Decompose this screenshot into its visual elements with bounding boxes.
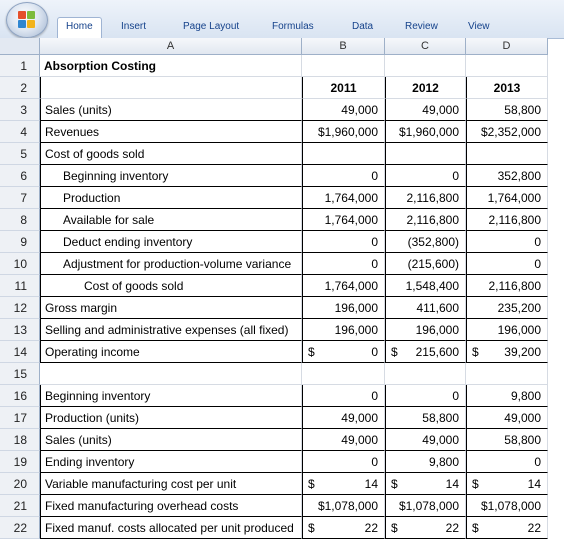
cell-value: 0: [452, 389, 459, 403]
row-header[interactable]: 21: [0, 495, 40, 517]
cell-b10[interactable]: [302, 253, 385, 275]
cell-a19[interactable]: [40, 451, 302, 473]
row-header[interactable]: 5: [0, 143, 40, 165]
cell-b15[interactable]: [302, 363, 385, 385]
cell-value: 49,000: [422, 103, 459, 117]
cell-c8[interactable]: [385, 209, 466, 231]
row-header[interactable]: 19: [0, 451, 40, 473]
cell-b1[interactable]: [302, 55, 385, 77]
row-header[interactable]: 6: [0, 165, 40, 187]
cell-c12[interactable]: [385, 297, 466, 319]
column-header-d[interactable]: D: [466, 38, 548, 55]
cell-a5[interactable]: [40, 143, 302, 165]
cell-value: 235,200: [497, 301, 541, 315]
cell-d18[interactable]: [466, 429, 548, 451]
row-header[interactable]: 16: [0, 385, 40, 407]
cell-c5[interactable]: [385, 143, 466, 165]
table-row: [0, 495, 564, 517]
cell-value: Sales (units): [45, 433, 112, 447]
table-row: [0, 165, 564, 187]
cell-d15[interactable]: [466, 363, 548, 385]
tab-view[interactable]: View: [468, 21, 490, 32]
cell-d13[interactable]: [466, 319, 548, 341]
cell-d12[interactable]: [466, 297, 548, 319]
table-row: [0, 297, 564, 319]
cell-value: 22: [364, 521, 378, 535]
currency-symbol: $: [308, 521, 315, 535]
cell-value: 49,000: [422, 433, 459, 447]
cell-a11[interactable]: [40, 275, 302, 297]
row-header[interactable]: 14: [0, 341, 40, 363]
cell-c22[interactable]: [385, 517, 466, 539]
cell-a1[interactable]: [40, 55, 302, 77]
cell-value: Fixed manufacturing overhead costs: [45, 499, 239, 513]
cell-a20[interactable]: [40, 473, 302, 495]
cell-value: Sales (units): [45, 103, 112, 117]
cell-d6[interactable]: [466, 165, 548, 187]
cell-value: Cost of goods sold: [45, 147, 145, 161]
cell-value: 196,000: [334, 301, 378, 315]
cell-a15[interactable]: [40, 363, 302, 385]
cell-value: 58,800: [422, 411, 459, 425]
cell-c15[interactable]: [385, 363, 466, 385]
cell-value: Production (units): [45, 411, 140, 425]
cell-c7[interactable]: [385, 187, 466, 209]
tab-insert[interactable]: Insert: [121, 21, 147, 32]
cell-c1[interactable]: [385, 55, 466, 77]
cell-value: Variable manufacturing cost per unit: [45, 477, 237, 491]
cell-a13[interactable]: [40, 319, 302, 341]
cell-b5[interactable]: [302, 143, 385, 165]
cell-value: 1,764,000: [324, 213, 378, 227]
cell-c2[interactable]: [385, 77, 466, 99]
cell-value: 39,200: [504, 345, 541, 359]
cell-c13[interactable]: [385, 319, 466, 341]
cell-value: 352,800: [497, 169, 541, 183]
cell-value: 9,800: [428, 455, 459, 469]
cell-a9[interactable]: [40, 231, 302, 253]
tab-review[interactable]: Review: [405, 21, 438, 32]
cell-value: 49,000: [341, 433, 378, 447]
cell-b11[interactable]: [302, 275, 385, 297]
currency-symbol: $: [472, 521, 479, 535]
column-header-a[interactable]: A: [40, 38, 302, 55]
cell-value: 2,116,800: [406, 213, 459, 227]
tab-home[interactable]: Home: [57, 17, 102, 38]
table-row: [0, 187, 564, 209]
cell-a3[interactable]: [40, 99, 302, 121]
cell-value: 49,000: [341, 411, 378, 425]
row-header[interactable]: 18: [0, 429, 40, 451]
cell-value: $1,078,000: [480, 499, 541, 513]
cell-value: 22: [445, 521, 459, 535]
row-header[interactable]: 2: [0, 77, 40, 99]
cell-b18[interactable]: [302, 429, 385, 451]
cell-value: (352,800): [407, 235, 459, 249]
row-header[interactable]: 4: [0, 121, 40, 143]
cell-a2[interactable]: [40, 77, 302, 99]
cell-d10[interactable]: [466, 253, 548, 275]
cell-b21[interactable]: [302, 495, 385, 517]
row-header[interactable]: 11: [0, 275, 40, 297]
cell-value: 49,000: [341, 103, 378, 117]
cell-value: Absorption Costing: [44, 59, 156, 73]
row-header[interactable]: 15: [0, 363, 40, 385]
cell-d8[interactable]: [466, 209, 548, 231]
row-header[interactable]: 10: [0, 253, 40, 275]
cell-value: 2,116,800: [488, 279, 541, 293]
column-header-b[interactable]: B: [302, 38, 385, 55]
cell-d20[interactable]: [466, 473, 548, 495]
row-header[interactable]: 9: [0, 231, 40, 253]
cell-value: 0: [371, 169, 378, 183]
cell-value: 14: [527, 477, 541, 491]
cell-c11[interactable]: [385, 275, 466, 297]
cell-value: 1,548,400: [405, 279, 459, 293]
row-header[interactable]: 13: [0, 319, 40, 341]
tab-formulas[interactable]: Formulas: [272, 21, 314, 32]
currency-symbol: $: [308, 345, 315, 359]
cell-value: (215,600): [407, 257, 459, 271]
cell-b8[interactable]: [302, 209, 385, 231]
cell-c9[interactable]: [385, 231, 466, 253]
table-row: [0, 319, 564, 341]
cell-value: 411,600: [416, 301, 459, 315]
cell-a8[interactable]: [40, 209, 302, 231]
cell-c17[interactable]: [385, 407, 466, 429]
cell-value: Deduct ending inventory: [63, 235, 193, 249]
cell-c21[interactable]: [385, 495, 466, 517]
table-row: [0, 121, 564, 143]
table-row: [0, 473, 564, 495]
table-row: [0, 99, 564, 121]
cell-a4[interactable]: [40, 121, 302, 143]
cell-value: 2,116,800: [488, 213, 541, 227]
cell-value: $1,960,000: [317, 125, 378, 139]
office-button[interactable]: [6, 2, 48, 38]
cell-value: 1,764,000: [324, 191, 378, 205]
table-row: [0, 253, 564, 275]
cell-b16[interactable]: [302, 385, 385, 407]
cell-value: 0: [452, 169, 459, 183]
cell-b22[interactable]: [302, 517, 385, 539]
cell-value: $1,078,000: [398, 499, 459, 513]
cell-a16[interactable]: [40, 385, 302, 407]
table-row: [0, 143, 564, 165]
cell-value: 2013: [493, 81, 521, 95]
spreadsheet-grid: [0, 38, 564, 556]
cell-value: 58,800: [504, 103, 541, 117]
cell-value: Production: [63, 191, 121, 205]
cell-value: 0: [371, 345, 378, 359]
cell-b19[interactable]: [302, 451, 385, 473]
table-row: [0, 341, 564, 363]
table-row: [0, 275, 564, 297]
cell-value: 0: [371, 389, 378, 403]
table-row: [0, 429, 564, 451]
cell-d11[interactable]: [466, 275, 548, 297]
cell-b13[interactable]: [302, 319, 385, 341]
row-header[interactable]: 17: [0, 407, 40, 429]
cell-b7[interactable]: [302, 187, 385, 209]
ribbon: [0, 0, 564, 39]
table-row: [0, 407, 564, 429]
cell-value: $2,352,000: [480, 125, 541, 139]
cell-value: Revenues: [45, 125, 100, 139]
cell-value: 196,000: [415, 323, 459, 337]
table-row: [0, 55, 564, 77]
cell-d9[interactable]: [466, 231, 548, 253]
cell-value: 0: [371, 455, 378, 469]
cell-d4[interactable]: [466, 121, 548, 143]
cell-d19[interactable]: [466, 451, 548, 473]
cell-b6[interactable]: [302, 165, 385, 187]
cell-c20[interactable]: [385, 473, 466, 495]
cell-value: 2011: [330, 81, 357, 95]
table-row: [0, 77, 564, 99]
cell-d2[interactable]: [466, 77, 548, 99]
row-header[interactable]: 8: [0, 209, 40, 231]
cell-b20[interactable]: [302, 473, 385, 495]
cell-a6[interactable]: [40, 165, 302, 187]
cell-d7[interactable]: [466, 187, 548, 209]
cell-a22[interactable]: [40, 517, 302, 539]
cell-d5[interactable]: [466, 143, 548, 165]
cell-c14[interactable]: [385, 341, 466, 363]
cell-value: 215,600: [415, 345, 459, 359]
cell-c19[interactable]: [385, 451, 466, 473]
cell-c4[interactable]: [385, 121, 466, 143]
cell-value: Operating income: [45, 345, 140, 359]
tab-data[interactable]: Data: [352, 21, 374, 32]
cell-c18[interactable]: [385, 429, 466, 451]
cell-value: 2,116,800: [406, 191, 459, 205]
cell-value: 49,000: [504, 411, 541, 425]
row-header[interactable]: 3: [0, 99, 40, 121]
cell-value: Beginning inventory: [45, 389, 151, 403]
cell-c3[interactable]: [385, 99, 466, 121]
cell-value: 9,800: [510, 389, 541, 403]
cell-b3[interactable]: [302, 99, 385, 121]
currency-symbol: $: [391, 521, 398, 535]
cell-value: 196,000: [497, 323, 541, 337]
cell-c6[interactable]: [385, 165, 466, 187]
cell-value: Fixed manuf. costs allocated per unit produced: [45, 521, 294, 535]
office-logo-icon: [18, 11, 36, 29]
cell-value: Available for sale: [63, 213, 155, 227]
cell-value: 58,800: [504, 433, 541, 447]
table-row: [0, 385, 564, 407]
select-all-corner[interactable]: [0, 38, 40, 55]
cell-value: 14: [364, 477, 378, 491]
cell-value: 196,000: [334, 323, 378, 337]
cell-value: 14: [445, 477, 459, 491]
row-header[interactable]: 1: [0, 55, 40, 77]
cell-value: 0: [371, 257, 378, 271]
cell-c10[interactable]: [385, 253, 466, 275]
cell-a17[interactable]: [40, 407, 302, 429]
cell-d3[interactable]: [466, 99, 548, 121]
cell-b9[interactable]: [302, 231, 385, 253]
cell-b4[interactable]: [302, 121, 385, 143]
cell-value: 1,764,000: [487, 191, 541, 205]
cell-a10[interactable]: [40, 253, 302, 275]
column-header-c[interactable]: C: [385, 38, 466, 55]
cell-value: 0: [534, 455, 541, 469]
cell-d1[interactable]: [466, 55, 548, 77]
currency-symbol: $: [472, 477, 479, 491]
cell-d21[interactable]: [466, 495, 548, 517]
cell-value: $1,078,000: [317, 499, 378, 513]
tab-page-layout[interactable]: Page Layout: [183, 21, 240, 32]
cell-value: 22: [527, 521, 541, 535]
cell-d22[interactable]: [466, 517, 548, 539]
cell-value: 0: [534, 257, 541, 271]
cell-value: $1,960,000: [398, 125, 459, 139]
cell-b2[interactable]: [302, 77, 385, 99]
row-header[interactable]: 7: [0, 187, 40, 209]
cell-value: Adjustment for production-volume variance: [63, 257, 292, 271]
table-row: [0, 231, 564, 253]
cell-value: 0: [534, 235, 541, 249]
currency-symbol: $: [391, 345, 398, 359]
cell-d16[interactable]: [466, 385, 548, 407]
cell-b12[interactable]: [302, 297, 385, 319]
row-header[interactable]: 20: [0, 473, 40, 495]
currency-symbol: $: [472, 345, 479, 359]
cell-a12[interactable]: [40, 297, 302, 319]
cell-c16[interactable]: [385, 385, 466, 407]
currency-symbol: $: [308, 477, 315, 491]
cell-d14[interactable]: [466, 341, 548, 363]
table-row: [0, 517, 564, 539]
cell-a21[interactable]: [40, 495, 302, 517]
cell-value: Cost of goods sold: [84, 279, 184, 293]
cell-value: Gross margin: [45, 301, 118, 315]
cell-value: Beginning inventory: [63, 169, 169, 183]
cell-a18[interactable]: [40, 429, 302, 451]
cell-value: 1,764,000: [324, 279, 378, 293]
row-header[interactable]: 22: [0, 517, 40, 539]
cell-value: Ending inventory: [45, 455, 135, 469]
cell-value: 2012: [412, 81, 439, 95]
table-row: [0, 363, 564, 385]
cell-value: Selling and administrative expenses (all fixed): [45, 323, 289, 337]
cell-value: 0: [371, 235, 378, 249]
table-row: [0, 451, 564, 473]
table-row: [0, 209, 564, 231]
row-header[interactable]: 12: [0, 297, 40, 319]
cell-b17[interactable]: [302, 407, 385, 429]
currency-symbol: $: [391, 477, 398, 491]
cell-a7[interactable]: [40, 187, 302, 209]
cell-d17[interactable]: [466, 407, 548, 429]
cell-a14[interactable]: [40, 341, 302, 363]
cell-b14[interactable]: [302, 341, 385, 363]
